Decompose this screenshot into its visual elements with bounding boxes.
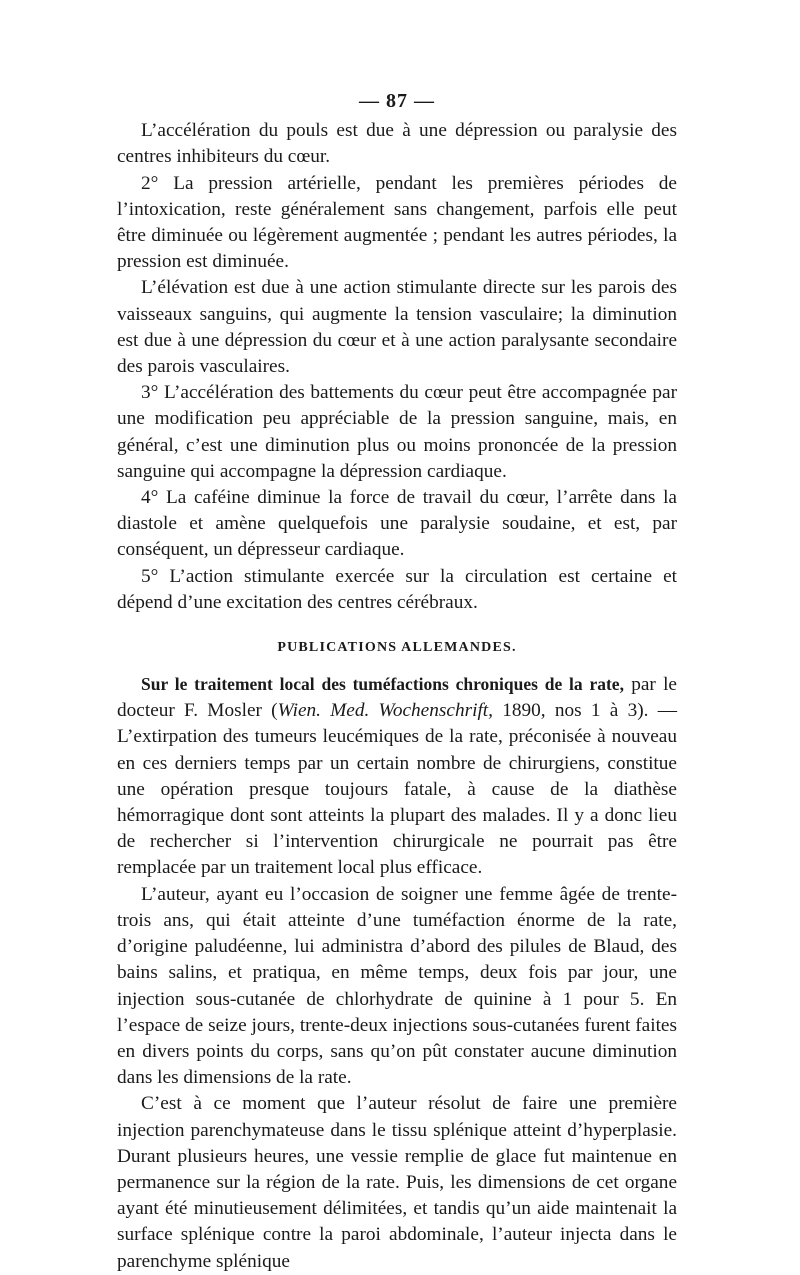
journal-name: Wien. Med. Wochenschrift, <box>277 700 493 722</box>
paragraph: 3° L’accélération des battements du cœur peut être accompagnée par une modification peu appréciable de la pression sanguine, mais, en général, c’est une diminution plus ou moins prononcée de la pression sanguine qui accompagne la dépression cardiaque. <box>117 382 677 482</box>
document-page <box>117 88 677 1275</box>
page-number: — 87 — <box>359 90 435 112</box>
paragraph: 2° La pression artérielle, pendant les premières périodes de l’intoxication, reste généralement sans changement, parfois elle peut être diminuée ou légèrement augmentée ; pendant les autres périodes, la pression est diminuée. <box>117 172 677 273</box>
paragraph: C’est à ce moment que l’auteur résolut de faire une première injection parenchymateuse dans le tissu splénique atteint d’hyperplasie. Durant plusieurs heures, une vessie remplie de glace fut maintenue en permanence sur la région de la rate. Puis, les dimensions de cet organe ayant été minutieusement délimitées, et tandis qu’un aide maintenait la surface splénique contre la paroi abdominale, l’auteur injecta dans le parenchyme splénique <box>117 1093 677 1272</box>
paragraph: L’accélération du pouls est due à une dépression ou paralysie des centres inhibiteurs du cœur. <box>117 120 677 168</box>
paragraph: 5° L’action stimulante exercée sur la circulation est certaine et dépend d’une excitation des centres cérébraux. <box>117 565 677 613</box>
article-citation: 1890, nos 1 à 3). — L’extirpation des tumeurs leucémiques de la rate, préconisée à nouveau en ces derniers temps par un certain nombre de chirurgiens, constitue une opération presque toujours fatale, à cause de la diathèse hémorragique dont sont atteints la plupart des malades. Il y a donc lieu de rechercher si l’intervention chirurgicale ne pourrait pas être remplacée par un traitement local plus efficace. <box>117 700 677 879</box>
article-author: par le docteur F. Mosler ( <box>117 674 677 722</box>
paragraph: L’élévation est due à une action stimulante directe sur les parois des vaisseaux sanguins, qui augmente la tension vasculaire; la diminution est due à une dépression du cœur et à une action paralysante secondaire des parois vasculaires. <box>117 277 677 378</box>
article-title: Sur le traitement local des tuméfactions chroniques de la rate, <box>141 674 624 695</box>
paragraph: 4° La caféine diminue la force de travail du cœur, l’arrête dans la diastole et amène quelquefois une paralysie soudaine, et est, par conséquent, un dépresseur cardiaque. <box>117 487 677 561</box>
section-heading: PUBLICATIONS ALLEMANDES. <box>277 640 517 656</box>
paragraph: L’auteur, ayant eu l’occasion de soigner une femme âgée de trente-trois ans, qui était atteinte d’une tuméfaction énorme de la rate, d’origine paludéenne, lui administra d’abord des pilules de Blaud, des bains salins, et pratiqua, en même temps, deux fois par jour, une injection sous-cutanée de chlorhydrate de quinine à 1 pour 5. En l’espace de seize jours, trente-deux injections sous-cutanées furent faites en divers points du corps, sans qu’on pût constater aucune diminution dans les dimensions de la rate. <box>117 883 677 1089</box>
article-paragraph <box>117 671 677 882</box>
